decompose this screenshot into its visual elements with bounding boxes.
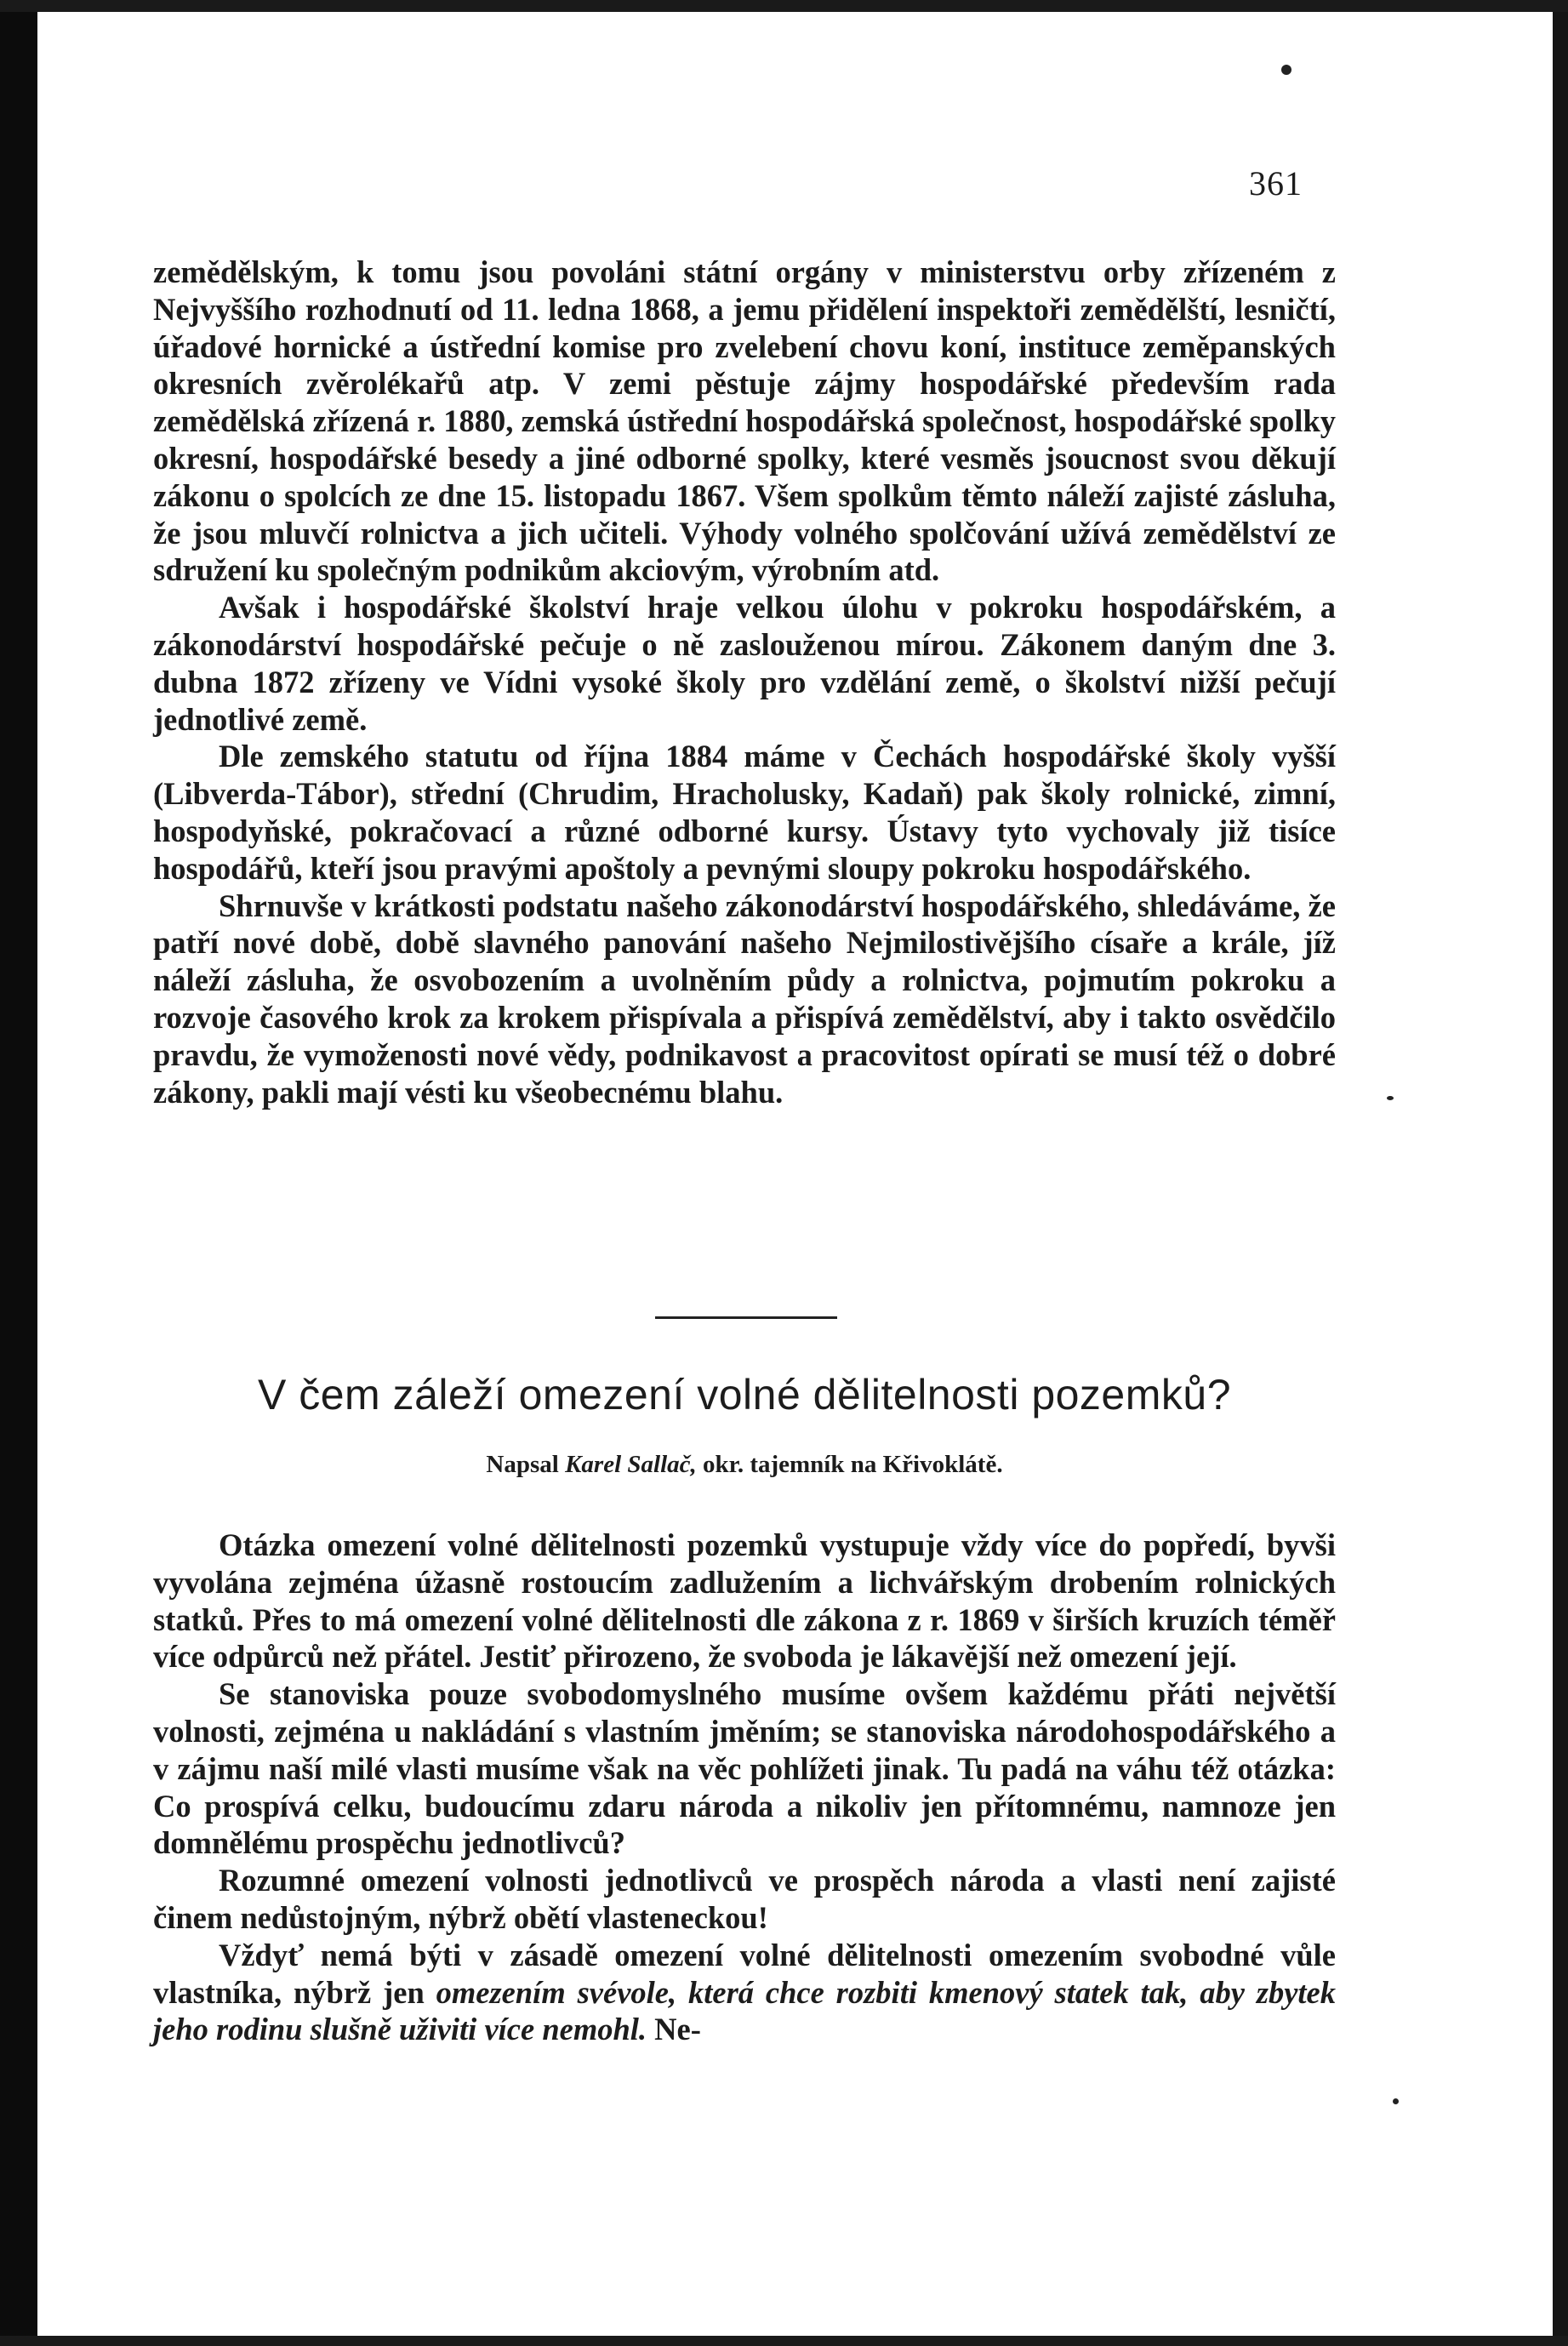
paragraph: zemědělským, k tomu jsou povoláni státní orgány v ministerstvu orby zřízeném z Nejvyššího rozhodnutí od 11. ledna 1868, a jemu přidělení inspektoři zemědělští, lesničtí, úřadové hornické a ústřední komise pro zvelebení chovu koní, instituce zeměpanských okresních zvěrolékařů atp. V zemi pěstuje zájmy hospodářské především rada zemědělská zřízená r. 1880, zemská ústřední hospodářská společnost, hospodářské spolky okresní, hospodářské besedy a jiné odborné spolky, které vesměs jsoucnost svou děkují zákonu o spolcích ze dne 15. listopadu 1867. Všem spolkům těmto náleží zajisté zásluha, že jsou mluvčí rolnictva a jich učiteli. Výhody volného spolčování užívá zemědělství ze sdružení ku společným podnikům akciovým, výrobním atd. <box>153 254 1336 588</box>
paragraph-last <box>153 1937 1336 2048</box>
scan-border-bottom <box>0 2336 1568 2346</box>
scan-border-top <box>0 0 1568 12</box>
paragraph: Avšak i hospodářské školství hraje velkou úlohu v pokroku hospodářském, a zákonodárství hospodářské pečuje o ně zaslouženou mírou. Zákonem daným dne 3. dubna 1872 zřízeny ve Vídni vysoké školy pro vzdělání země, o školství nižší pečují jednotlivé země. <box>153 590 1336 737</box>
paragraph: Dle zemského statutu od října 1884 máme v Čechách hospodářské školy vyšší (Libverda-Tábor), střední (Chrudim, Hracholusky, Kadaň) pak školy rolnické, zimní, hospodyňské, pokračovací a různé odborné kursy. Ústavy tyto vychovaly již tisíce hospodářů, kteří jsou pravými apoštoly a pevnými sloupy pokroku hospodářského. <box>153 739 1336 886</box>
paragraph: Otázka omezení volné dělitelnosti pozemků vystupuje vždy více do popředí, byvši vyvolána zejména úžasně rostoucím zadlužením a lichvářským drobením rolnických statků. Přes to má omezení volné dělitelnosti dle zákona z r. 1869 v širších kruzích téměř více odpůrců než přátel. Jestiť přirozeno, že svoboda je lákavější než omezení její. <box>153 1527 1336 1675</box>
paragraph: Rozumné omezení volnosti jednotlivců ve prospěch národa a vlasti není zajisté činem nedůstojným, nýbrž obětí vlasteneckou! <box>153 1863 1336 1935</box>
scan-speck <box>1387 1096 1394 1100</box>
paragraph: Se stanoviska pouze svobodomyslného musíme ovšem každému přáti největší volnosti, zejména u nakládání s vlastním jměním; se stanoviska národohospodářského a v zájmu naší milé vlasti musíme však na věc pohlížeti jinak. Tu padá na váhu též otázka: Co prospívá celku, budoucímu zdaru národa a nikoliv jen přítomnému, namnoze jen domnělému prospěchu jednotlivců? <box>153 1676 1336 1861</box>
byline-suffix: okr. tajemník na Křivoklátě. <box>703 1451 1003 1478</box>
section-two-text <box>153 1527 1336 2048</box>
byline-author: Karel Sallač, <box>565 1451 697 1478</box>
section-one-text <box>153 254 1336 1110</box>
page-number: 361 <box>1249 164 1303 203</box>
scan-border-left <box>0 0 37 2346</box>
scan-speck <box>1393 2098 1399 2104</box>
article-title: V čem záleží omezení volné dělitelnosti pozemků? <box>257 1371 1232 1418</box>
paragraph-start: Vždyť nemá býti v zásadě omezení volné dělitelnosti omezením svobodné vůle vlastníka, nýbrž jen <box>153 1937 1336 2010</box>
paragraph: Shrnuvše v krátkosti podstatu našeho zákonodárství hospodářského, shledáváme, že patří nové době, době slavného panování našeho Nejmilostivějšího císaře a krále, jíž náleží zásluha, že osvobozením a uvolněním půdy a rolnictva, pojmutím pokroku a rozvoje časového krok za krokem přispívala a přispívá zemědělství, aby i takto osvědčilo pravdu, že vymoženosti nové vědy, podnikavost a pracovitost opírati se musí též o dobré zákony, pakli mají vésti ku všeobecnému blahu. <box>153 888 1336 1110</box>
section-divider <box>655 1316 837 1319</box>
scan-speck <box>1281 65 1291 75</box>
paragraph-end: Ne- <box>654 2012 701 2047</box>
byline-prefix: Napsal <box>486 1451 559 1478</box>
byline <box>153 1451 1336 1479</box>
scan-border-right <box>1553 0 1568 2346</box>
paragraph-emphasis: omezením svévole, která chce rozbiti kmenový statek tak, aby zbytek jeho rodinu slušně uživiti více nemohl. <box>153 1974 1337 2047</box>
